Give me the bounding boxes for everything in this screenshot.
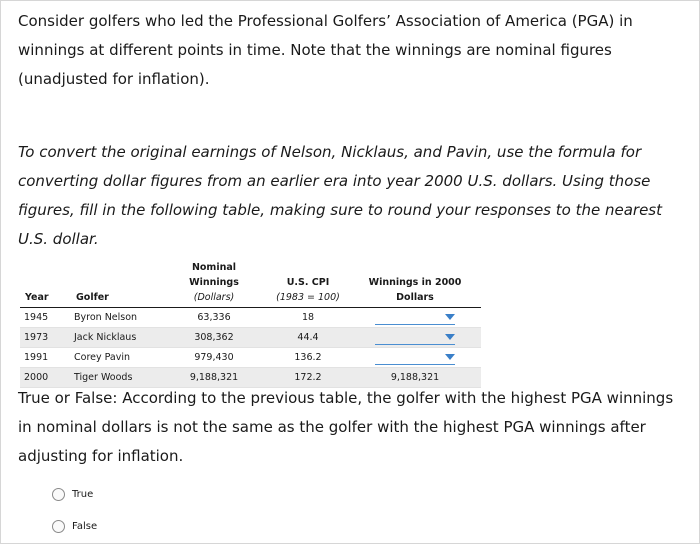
row-cpi: 172.2 — [294, 372, 322, 383]
table-row — [20, 308, 481, 328]
row-year: 1973 — [24, 332, 49, 343]
header-nominal — [161, 260, 267, 308]
true-label: True — [72, 489, 94, 500]
row-nominal: 979,430 — [194, 352, 234, 363]
table-row — [20, 348, 481, 368]
row-nominal: 63,336 — [197, 312, 231, 323]
row-nominal: 308,362 — [194, 332, 234, 343]
row-cpi: 44.4 — [297, 332, 319, 343]
row-cpi: 18 — [301, 312, 315, 323]
dropdown-arrow-icon — [445, 334, 455, 340]
pga-winnings-table — [20, 260, 481, 388]
row-nominal: 9,188,321 — [189, 372, 239, 383]
row-winnings-2000 — [349, 348, 481, 368]
intro-paragraph: Consider golfers who led the Professional Golfers’ Association of America (PGA) in winnings at different points in time. Note that the winnings are nominal figures (unadjusted for inflation). — [18, 12, 633, 88]
row-cpi: 136.2 — [294, 352, 322, 363]
row-golfer: Byron Nelson — [74, 312, 138, 323]
row-golfer: Tiger Woods — [74, 372, 133, 383]
option-false[interactable] — [52, 520, 97, 533]
winnings-dropdown-nelson[interactable] — [375, 311, 455, 325]
header-cpi — [267, 260, 349, 308]
header-cpi-base: (1983 = 100) — [276, 292, 340, 303]
winnings-dropdown-pavin[interactable] — [375, 351, 455, 365]
winnings-dropdown-nicklaus[interactable] — [375, 331, 455, 345]
row-winnings-2000 — [349, 328, 481, 348]
question-paragraph: True or False: According to the previous table, the golfer with the highest PGA winnings in nominal dollars is not the same as the golfer with the highest PGA winnings after adjusting for inflation. — [18, 389, 674, 465]
option-true[interactable] — [52, 488, 93, 501]
row-golfer: Jack Nicklaus — [74, 332, 137, 343]
header-nominal-title: Nominal Winnings — [189, 262, 239, 288]
true-radio-button[interactable] — [52, 488, 65, 501]
header-golfer: Golfer — [76, 292, 109, 303]
dropdown-arrow-icon — [445, 354, 455, 360]
row-year: 1945 — [24, 312, 49, 323]
table-header-row — [20, 260, 481, 308]
header-winnings-2000: Winnings in 2000 Dollars — [368, 277, 462, 303]
row-year: 2000 — [24, 372, 49, 383]
row-year: 1991 — [24, 352, 49, 363]
row-golfer: Corey Pavin — [74, 352, 131, 363]
header-nominal-unit: (Dollars) — [193, 292, 235, 303]
header-cpi-title: U.S. CPI — [286, 277, 330, 288]
row-winnings-2000 — [349, 308, 481, 328]
false-label: False — [72, 521, 98, 532]
header-year: Year — [25, 292, 49, 303]
instructions-paragraph: To convert the original earnings of Nelson, Nicklaus, and Pavin, use the formula for converting dollar figures from an earlier era into year 2000 U.S. dollars. Using those figures, fill in the following table, making sure to round your responses to the nearest U.S. dollar. — [18, 143, 662, 248]
row-winnings-2000: 9,188,321 — [390, 372, 440, 383]
table-row — [20, 328, 481, 348]
false-radio-button[interactable] — [52, 520, 65, 533]
dropdown-arrow-icon — [445, 314, 455, 320]
